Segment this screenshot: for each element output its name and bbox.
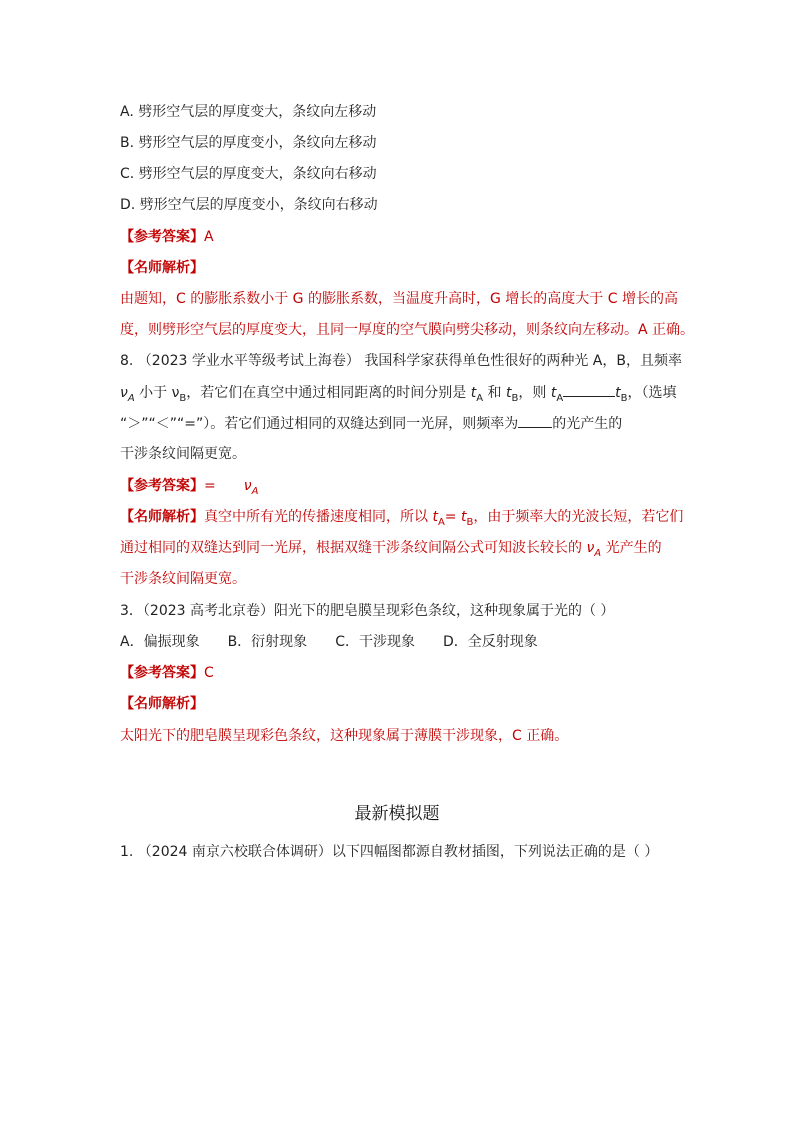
q3-answer-value: C (204, 665, 214, 681)
q3-option-a: A．偏振现象 (120, 634, 200, 650)
section-title: 最新模拟题 (354, 804, 440, 824)
q3-answer-row: 【参考答案】C (120, 665, 214, 681)
q8-answer-eq: = (204, 478, 216, 494)
option-d: D. 劈形空气层的厚度变小，条纹向右移动 (120, 197, 378, 213)
q3-analysis-label: 【名师解析】 (120, 696, 204, 712)
q8-stem-line4: 干涉条纹间隔更宽。 (120, 446, 246, 462)
option-a: A. 劈形空气层的厚度变大，条纹向左移动 (120, 104, 377, 120)
q3-option-c: C．干涉现象 (335, 634, 415, 650)
q8-stem-line3: “＞”“＜”“=”）。若它们通过相同的双缝达到同一光屏，则频率为 的光产生的 (120, 413, 622, 434)
fill-blank-1 (563, 382, 615, 397)
q3-stem: 3．（2023 高考北京卷）阳光下的肥皂膜呈现彩色条纹，这种现象属于光的（ ） (120, 603, 615, 619)
analysis-label: 【名师解析】 (120, 260, 204, 276)
q8-analysis-line1: 【名师解析】真空中所有光的传播速度相同，所以 $t_A= t_B$，由于频率大的光波长短，若它们 (120, 509, 684, 528)
q3-option-b: B．衍射现象 (227, 634, 308, 650)
answer-row (120, 227, 214, 247)
q3-analysis-text: 太阳光下的肥皂膜呈现彩色条纹，这种现象属于薄膜干涉现象，C 正确。 (120, 728, 569, 744)
q3-options (120, 632, 538, 652)
option-c: C. 劈形空气层的厚度变大，条纹向右移动 (120, 166, 377, 182)
q8-answer-row: 【参考答案】= $\nu_A$ (120, 478, 259, 497)
q3-option-d: D．全反射现象 (442, 634, 538, 650)
analysis-text-line1: 由题知，C 的膨胀系数小于 G 的膨胀系数，当温度升高时，G 增长的高度大于 C 增长的高 (120, 291, 678, 307)
q8-analysis-line3: 干涉条纹间隔更宽。 (120, 571, 246, 587)
q8-stem-line2: $\nu_A$ 小于 $\nu_B$，若它们在真空中通过相同距离的时间分别是 $t_A$ 和 $t_B$，则 $t_A$ $t_B$，（选填 (120, 382, 677, 409)
q8-analysis-line2: 通过相同的双缝达到同一光屏，根据双缝干涉条纹间隔公式可知波长较长的 $\nu_A$ 光产生的 (120, 540, 662, 559)
next-question-stem: 1. （2024 南京六校联合体调研）以下四幅图都源自教材插图，下列说法正确的是（ ） (120, 844, 659, 860)
analysis-text-line2: 度，则劈形空气层的厚度变大，且同一厚度的空气膜向劈尖移动，则条纹向左移动。A 正确。 (120, 322, 695, 338)
answer-value: A (204, 229, 214, 245)
option-b: B. 劈形空气层的厚度变小，条纹向左移动 (120, 135, 377, 151)
answer-label: 【参考答案】 (120, 229, 204, 245)
fill-blank-2 (518, 413, 552, 428)
q8-stem-line1: 8. （2023 学业水平等级考试上海卷） 我国科学家获得单色性很好的两种光 A，B，且频率 (120, 353, 682, 369)
